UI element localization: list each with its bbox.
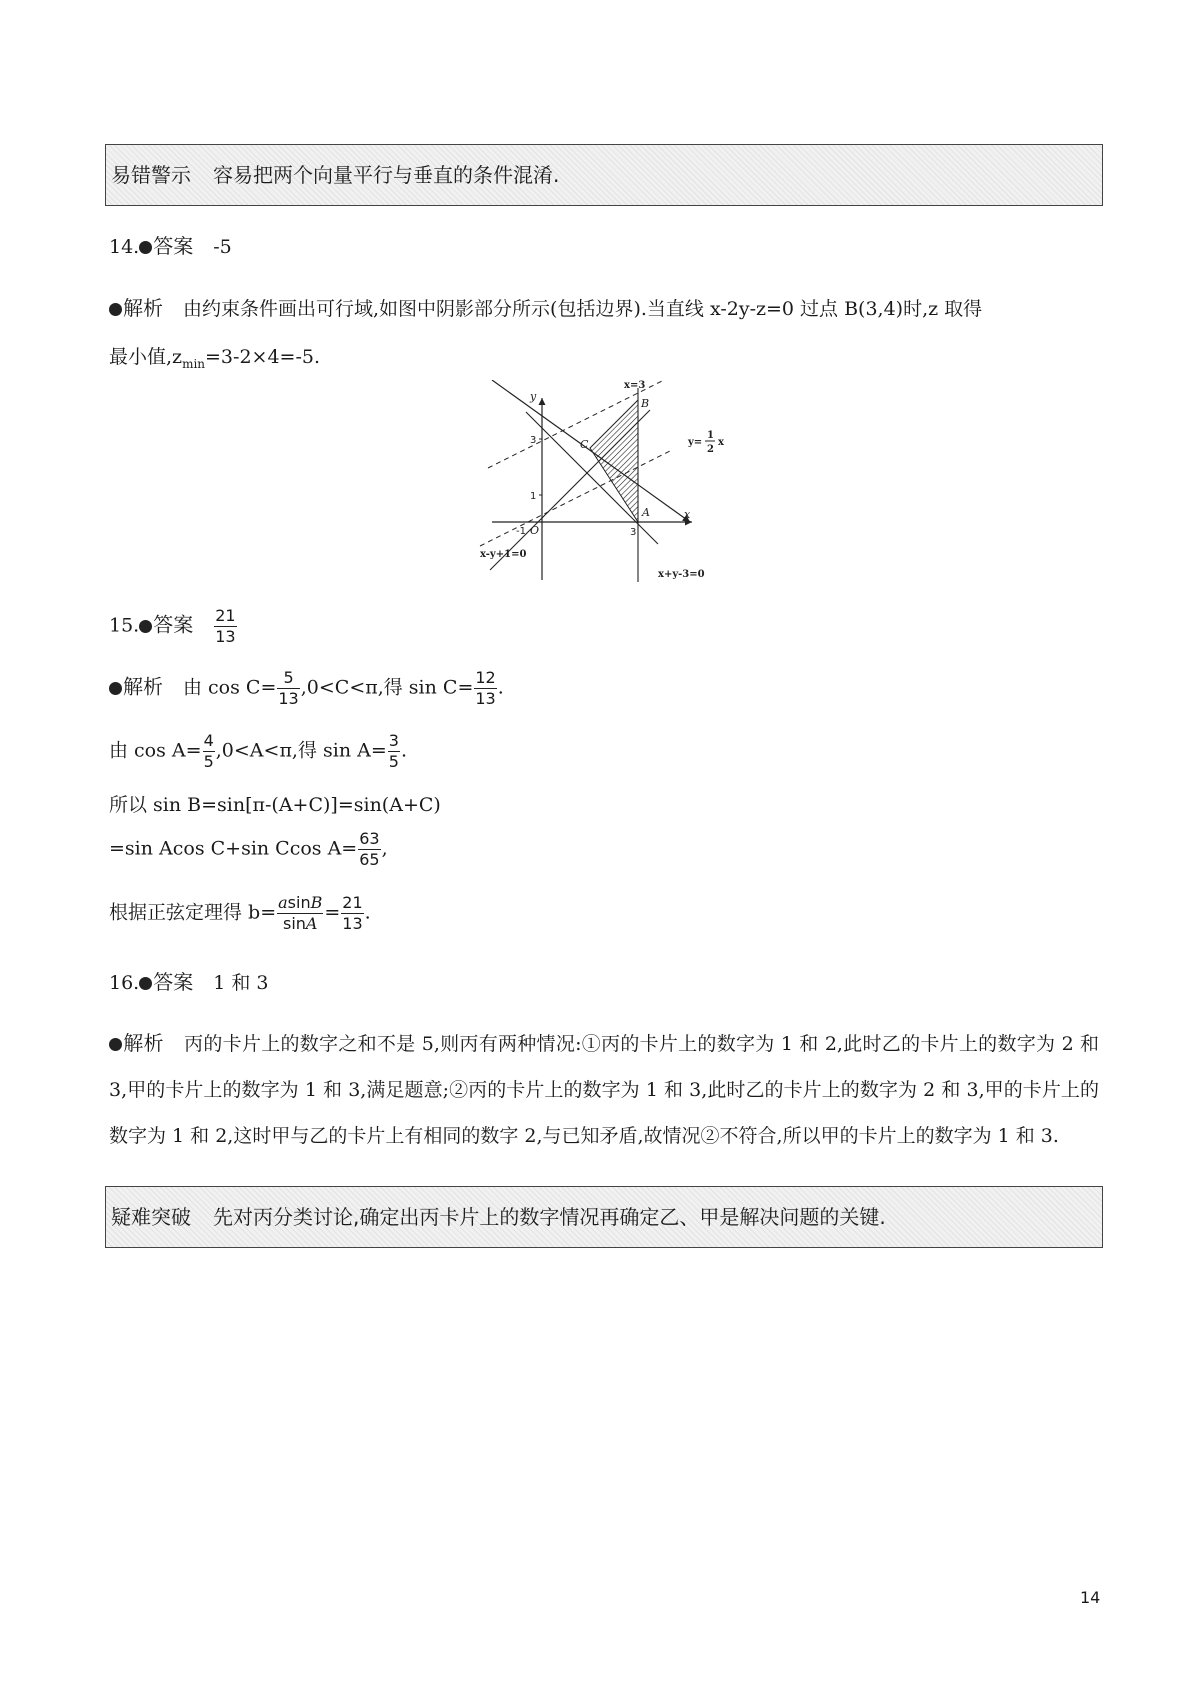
bullet-icon — [109, 1038, 122, 1051]
frac-12-13 — [474, 668, 496, 709]
frac-21-13 — [341, 893, 363, 934]
label-x: x — [684, 508, 691, 521]
q14-analysis-line2 — [109, 342, 320, 371]
q14-text2-a: 最小值,z — [109, 346, 183, 368]
bullet-icon — [109, 682, 122, 695]
q15-analysis-line2 — [109, 731, 407, 772]
label-yhalf-pre: y= — [688, 437, 703, 448]
frac-den — [277, 914, 323, 934]
frac-den: 65 — [359, 850, 380, 869]
q15-l4-b: , — [381, 837, 388, 860]
label-C: C — [580, 438, 589, 451]
q15-l1-a: 由 cos C= — [183, 676, 277, 699]
frac-den: 13 — [278, 689, 299, 708]
q15-analysis-line1 — [109, 668, 504, 709]
q15-l3: 所以 sin B=sin[π-(A+C)]=sin(A+C) — [109, 794, 441, 816]
frac-num: 21 — [342, 893, 363, 912]
frac-den: 13 — [475, 689, 496, 708]
sin-text: sin — [283, 914, 306, 933]
q14-text2-b: =3-2×4=-5. — [205, 346, 321, 368]
q15-l5-a: 根据正弦定理得 b= — [109, 901, 277, 924]
sin-text: sin — [287, 893, 311, 912]
frac-num: 63 — [359, 829, 380, 848]
q14-analysis-line1 — [109, 292, 982, 321]
label-3-x: 3 — [630, 527, 637, 538]
q16-answer-value: 1 和 3 — [213, 972, 269, 994]
warning-label: 易错警示 — [111, 163, 191, 187]
tip-box — [105, 1186, 1103, 1248]
q16-analysis — [109, 1020, 1099, 1159]
label-line1: x-y+1=0 — [480, 549, 527, 560]
dashed-line-y-half-x — [480, 451, 670, 546]
q14-answer-label: 答案 — [153, 234, 194, 258]
q15-answer-fraction — [214, 606, 236, 647]
label-3-y: 3 — [530, 435, 537, 446]
q16-answer-label: 答案 — [153, 970, 194, 994]
q15-answer-label: 答案 — [153, 612, 194, 637]
equals-sign: = — [324, 901, 341, 924]
var-A: A — [305, 914, 318, 933]
q16-analysis-label: 解析 — [123, 1031, 164, 1055]
q14-analysis-text1: 由约束条件画出可行域,如图中阴影部分所示(包括边界).当直线 x-2y-z=0 过点 B(3,4)时,z 取得 — [183, 298, 983, 320]
q15-analysis-line3 — [109, 790, 441, 817]
warning-box — [105, 144, 1103, 206]
bullet-icon — [139, 977, 152, 990]
tip-label: 疑难突破 — [111, 1205, 191, 1229]
q15-l2-c: . — [400, 739, 407, 762]
label-A: A — [642, 506, 650, 519]
label-line2: x+y-3=0 — [658, 569, 705, 580]
frac-asinB-sinA — [277, 893, 323, 934]
frac-den: 5 — [388, 752, 399, 771]
var-a: a — [278, 893, 288, 912]
q16-number: 16. — [109, 972, 140, 994]
q14-number: 14. — [109, 236, 140, 258]
label-yhalf-post: x — [718, 437, 724, 448]
q14-text2-sub: min — [182, 356, 206, 371]
tip-text: 先对丙分类讨论,确定出丙卡片上的数字情况再确定乙、甲是解决问题的关键. — [213, 1205, 886, 1229]
label-1: 1 — [530, 491, 537, 502]
label-y: y — [530, 390, 537, 403]
q15-l1-b: ,0<C<π,得 sin C= — [300, 676, 474, 699]
frac-5-13 — [277, 668, 299, 709]
q15-analysis-line4 — [109, 829, 388, 870]
var-B: B — [310, 893, 323, 912]
bullet-icon — [139, 620, 152, 633]
q16-analysis-text: 丙的卡片上的数字之和不是 5,则丙有两种情况:①丙的卡片上的数字为 1 和 2,此时乙的卡片上的数字为 2 和 3,甲的卡片上的数字为 1 和 3,满足题意;②丙的卡片上的数字为 1 和 3,此时乙的卡片上的数字为 2 和 3,甲的卡片上的数字为 1 和 2,这时甲与乙的卡片上有相同的数字 2,与已知矛盾,故情况②不符合,所以甲的卡片上的数字为 1 和 3. — [109, 1033, 1100, 1147]
q15-l4-a: =sin Acos C+sin Ccos A= — [109, 837, 358, 860]
q15-l2-a: 由 cos A= — [109, 739, 202, 762]
q15-analysis-line5 — [109, 893, 371, 934]
warning-text: 容易把两个向量平行与垂直的条件混淆. — [213, 163, 560, 187]
q15-answer-den: 13 — [215, 627, 236, 646]
frac-num — [277, 893, 323, 914]
bullet-icon — [109, 303, 122, 316]
feasible-region-figure — [470, 380, 740, 590]
label-neg1: -1 — [516, 526, 526, 537]
shaded-region — [590, 400, 638, 522]
q15-l1-c: . — [497, 676, 504, 699]
q15-number: 15. — [109, 614, 140, 637]
frac-num: 3 — [388, 731, 399, 750]
q16-answer — [109, 966, 268, 995]
q15-l5-b: . — [364, 901, 371, 924]
q14-analysis-label: 解析 — [123, 296, 163, 320]
frac-num: 12 — [475, 668, 496, 687]
frac-den: 13 — [342, 914, 363, 933]
frac-63-65 — [358, 829, 380, 870]
frac-3-5 — [388, 731, 400, 772]
q15-answer-num: 21 — [215, 606, 236, 625]
page-number: 14 — [1080, 1588, 1101, 1607]
frac-den: 5 — [203, 752, 214, 771]
label-x-eq-3: x=3 — [624, 380, 646, 391]
q14-answer-value: -5 — [213, 236, 232, 258]
frac-4-5 — [203, 731, 215, 772]
dashed-line-upper — [488, 380, 670, 468]
label-B: B — [641, 397, 650, 410]
q15-l2-b: ,0<A<π,得 sin A= — [215, 739, 387, 762]
label-O: O — [530, 524, 540, 537]
label-yhalf-den: 2 — [707, 444, 714, 455]
frac-num: 5 — [277, 668, 299, 689]
q14-answer — [109, 230, 232, 259]
frac-num: 4 — [203, 731, 214, 750]
bullet-icon — [139, 241, 152, 254]
label-yhalf-num: 1 — [707, 430, 714, 441]
q15-answer — [109, 606, 238, 647]
q15-analysis-label: 解析 — [123, 674, 163, 699]
